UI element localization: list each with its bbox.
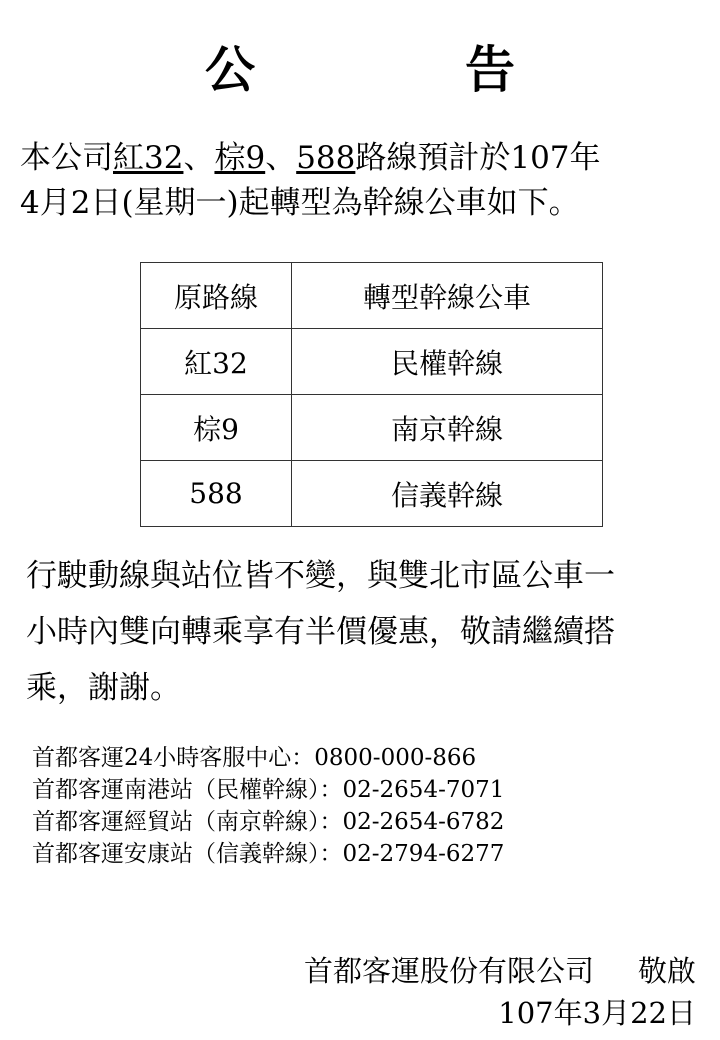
contact-hotline: 首都客運24小時客服中心：0800-000-866	[32, 745, 477, 771]
contact-ankang-station: 首都客運安康站（信義幹線）：02-2794-6277	[32, 841, 505, 867]
original-route-cell: 紅32	[141, 329, 292, 395]
intro-text	[20, 136, 700, 226]
notice-date: 107年3月22日	[498, 996, 696, 1030]
route-conversion-table	[140, 262, 603, 527]
header-original-route: 原路線	[141, 263, 292, 329]
original-route-cell: 棕9	[141, 395, 292, 461]
intro-line-1	[20, 136, 700, 181]
trunk-line-cell: 民權幹線	[292, 329, 603, 395]
transfer-info-paragraph	[26, 548, 706, 716]
trunk-line-cell: 南京幹線	[292, 395, 603, 461]
table-row	[141, 461, 603, 527]
signature-line	[304, 950, 696, 992]
route-588: 588	[296, 140, 356, 176]
paragraph-line-2: 小時內雙向轉乘享有半價優惠，敬請繼續搭	[26, 614, 615, 650]
signature-block	[304, 950, 696, 1034]
route-brown9: 棕9	[214, 140, 266, 176]
header-trunk-line: 轉型幹線公車	[292, 263, 603, 329]
original-route-cell: 588	[141, 461, 292, 527]
contact-jingmao-station: 首都客運經貿站（南京幹線）：02-2654-6782	[32, 809, 505, 835]
intro-suffix: 路線預計於107年	[355, 140, 601, 176]
trunk-line-cell: 信義幹線	[292, 461, 603, 527]
contact-nangang-station: 首都客運南港站（民權幹線）：02-2654-7071	[32, 777, 505, 803]
contact-list	[32, 742, 504, 870]
table-row	[141, 329, 603, 395]
paragraph-line-3: 乘，謝謝。	[26, 670, 181, 706]
intro-line-2: 4月2日(星期一)起轉型為幹線公車如下。	[20, 185, 580, 221]
intro-prefix: 本公司	[20, 140, 113, 176]
closing-word: 敬啟	[637, 954, 696, 988]
intro-sep-2: 、	[265, 140, 297, 176]
intro-sep-1: 、	[183, 140, 215, 176]
company-name: 首都客運股份有限公司	[303, 954, 594, 988]
table-header-row	[141, 263, 603, 329]
notice-title: 公 告	[205, 41, 595, 99]
paragraph-line-1: 行駛動線與站位皆不變，與雙北市區公車一	[26, 558, 615, 594]
table-row	[141, 395, 603, 461]
route-red32: 紅32	[113, 140, 184, 176]
